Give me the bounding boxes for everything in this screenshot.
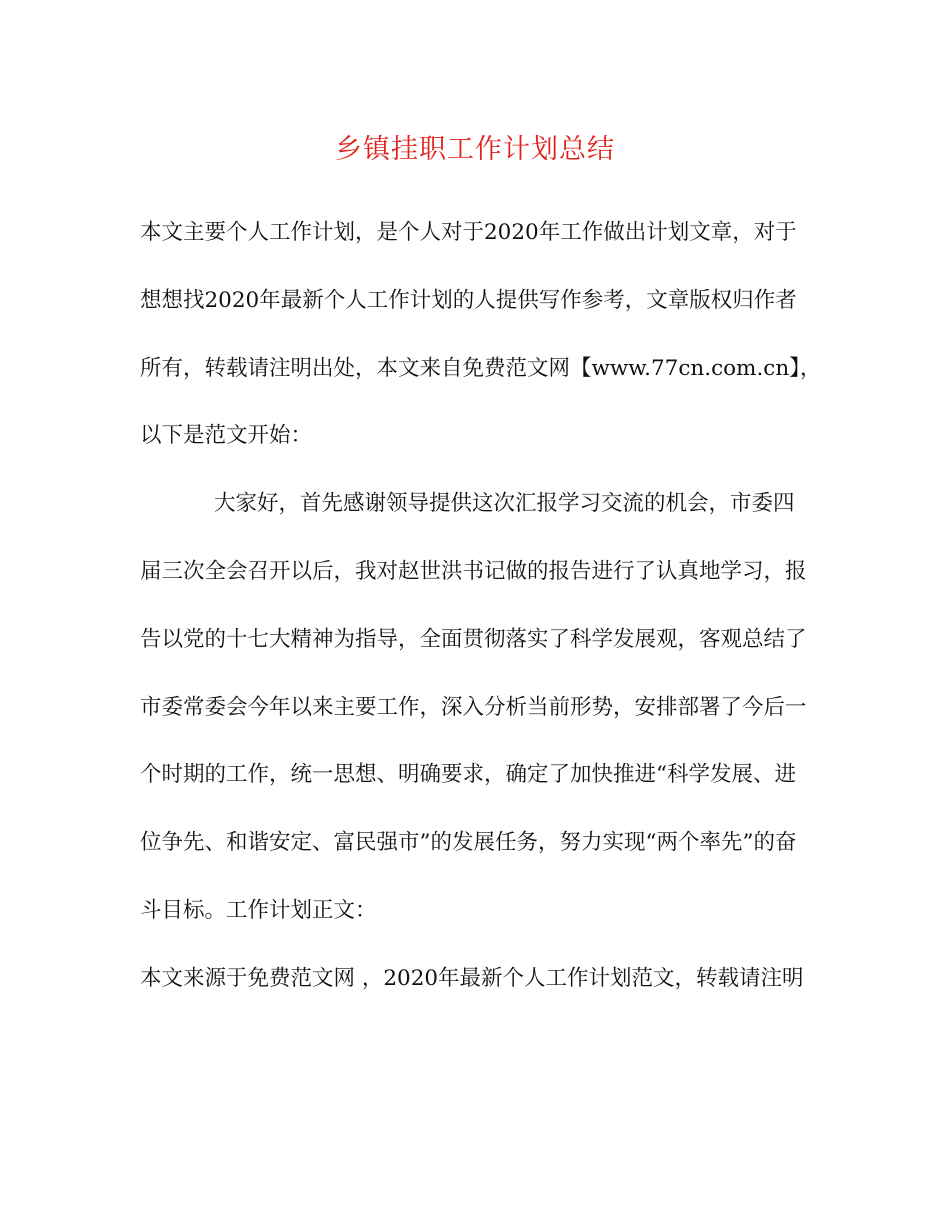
paragraph-3-line-1: 本文来源于免费范文网 ，2020年最新个人工作计划范文，转载请注明	[140, 965, 804, 991]
paragraph-1-line-2: 想想找2020年最新个人工作计划的人提供写作参考，文章版权归作者	[140, 287, 797, 313]
document-title: 乡镇挂职工作计划总结	[335, 134, 615, 165]
paragraph-1-line-1: 本文主要个人工作计划，是个人对于2020年工作做出计划文章，对于	[140, 220, 797, 245]
paragraph-2-line-2: 届三次全会召开以后，我对赵世洪书记做的报告进行了认真地学习，报	[140, 558, 807, 584]
paragraph-2-line-5: 个时期的工作，统一思想、明确要求，确定了加快推进“科学发展、进	[140, 762, 796, 788]
paragraph-1-line-4: 以下是范文开始：	[140, 423, 313, 449]
paragraph-2-line-7: 斗目标。工作计划正文：	[140, 897, 377, 923]
paragraph-2-line-3: 告以党的十七大精神为指导，全面贯彻落实了科学发展观，客观总结了	[140, 626, 807, 652]
document-body	[140, 210, 822, 1024]
paragraph-2-line-6: 位争先、和谐安定、富民强市”的发展任务，努力实现“两个率先”的奋	[140, 830, 797, 856]
paragraph-1-line-3: 所有，转载请注明出处，本文来自免费范文网【www.77cn.com.cn】，	[140, 355, 822, 381]
paragraph-2-line-4: 市委常委会今年以来主要工作，深入分析当前形势，安排部署了今后一	[140, 694, 807, 720]
paragraph-2-line-1: 大家好，首先感谢领导提供这次汇报学习交流的机会，市委四	[214, 491, 795, 517]
